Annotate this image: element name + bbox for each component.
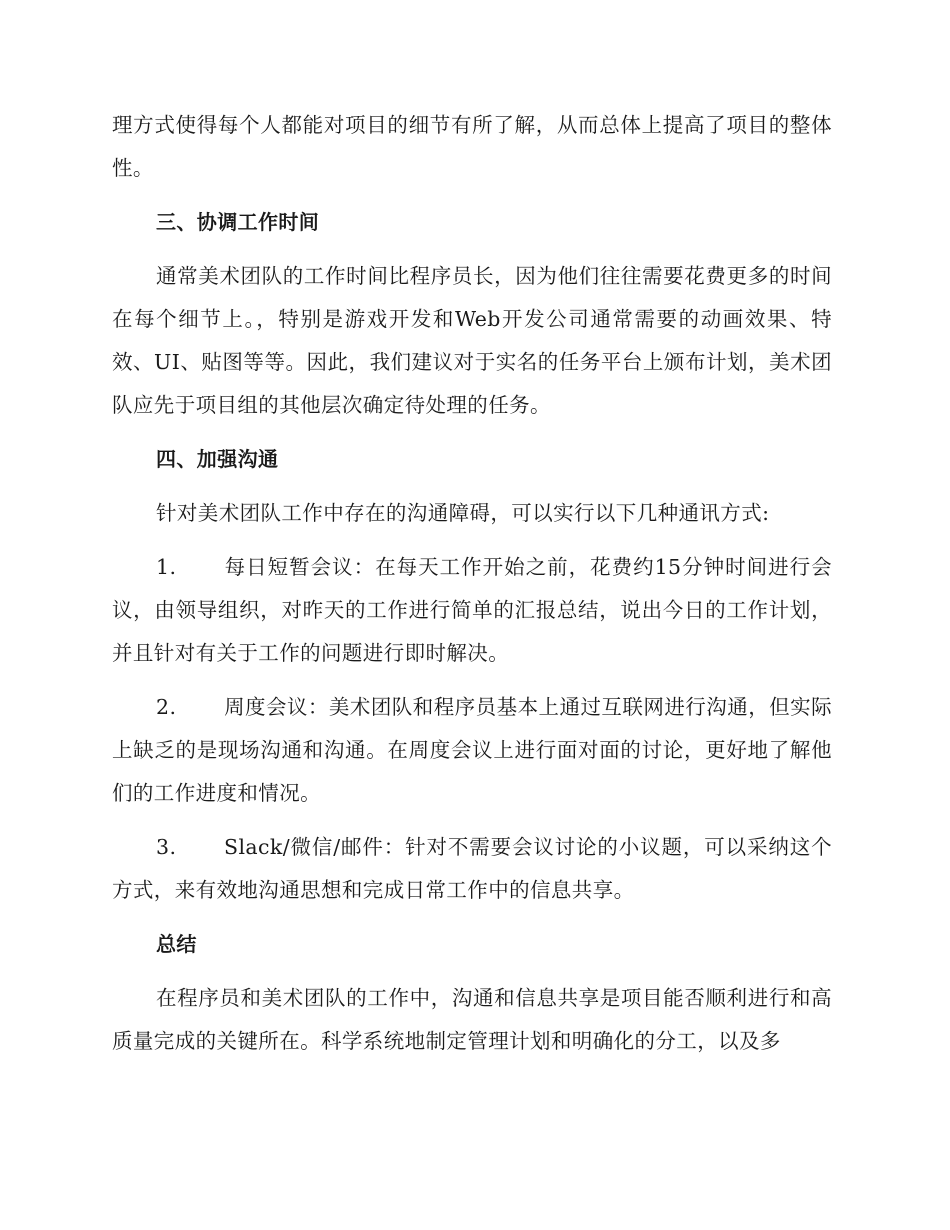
list-item-messaging (112, 826, 832, 912)
list-number: 1. (156, 555, 177, 579)
paragraph-summary: 在程序员和美术团队的工作中，沟通和信息共享是项目能否顺利进行和高质量完成的关键所在。科学系统地制定管理计划和明确化的分工，以及多 (112, 986, 832, 1053)
list-item-text: 每日短暂会议：在每天工作开始之前，花费约15分钟时间进行会议，由领导组织，对昨天的工作进行简单的汇报总结，说出今日的工作计划，并且针对有关于工作的问题进行即时解决。 (112, 555, 832, 665)
section-heading-communication: 四、加强沟通 (156, 447, 279, 471)
list-item-text: 周度会议：美术团队和程序员基本上通过互联网进行沟通，但实际上缺乏的是现场沟通和沟通。在周度会议上进行面对面的讨论，更好地了解他们的工作进度和情况。 (112, 695, 832, 805)
section-heading-summary: 总结 (156, 932, 197, 956)
document-body (112, 104, 832, 1063)
list-number: 3. (156, 835, 177, 859)
list-number: 2. (156, 695, 177, 719)
list-item-daily-meeting (112, 546, 832, 675)
paragraph-coordinate-time: 通常美术团队的工作时间比程序员长，因为他们往往需要花费更多的时间在每个细节上。，特别是游戏开发和Web开发公司通常需要的动画效果、特效、UI、贴图等等。因此，我们建议对于实名的任务平台上颁布计划，美术团队应先于项目组的其他层次确定待处理的任务。 (112, 264, 832, 417)
section-heading-coordinate-time: 三、协调工作时间 (156, 210, 320, 234)
paragraph-communication-intro: 针对美术团队工作中存在的沟通障碍，可以实行以下几种通讯方式: (156, 501, 770, 525)
list-item-weekly-meeting (112, 686, 832, 815)
continued-paragraph: 理方式使得每个人都能对项目的细节有所了解，从而总体上提高了项目的整体性。 (112, 113, 832, 180)
list-item-text: Slack/微信/邮件：针对不需要会议讨论的小议题，可以采纳这个方式，来有效地沟通思想和完成日常工作中的信息共享。 (112, 835, 832, 902)
